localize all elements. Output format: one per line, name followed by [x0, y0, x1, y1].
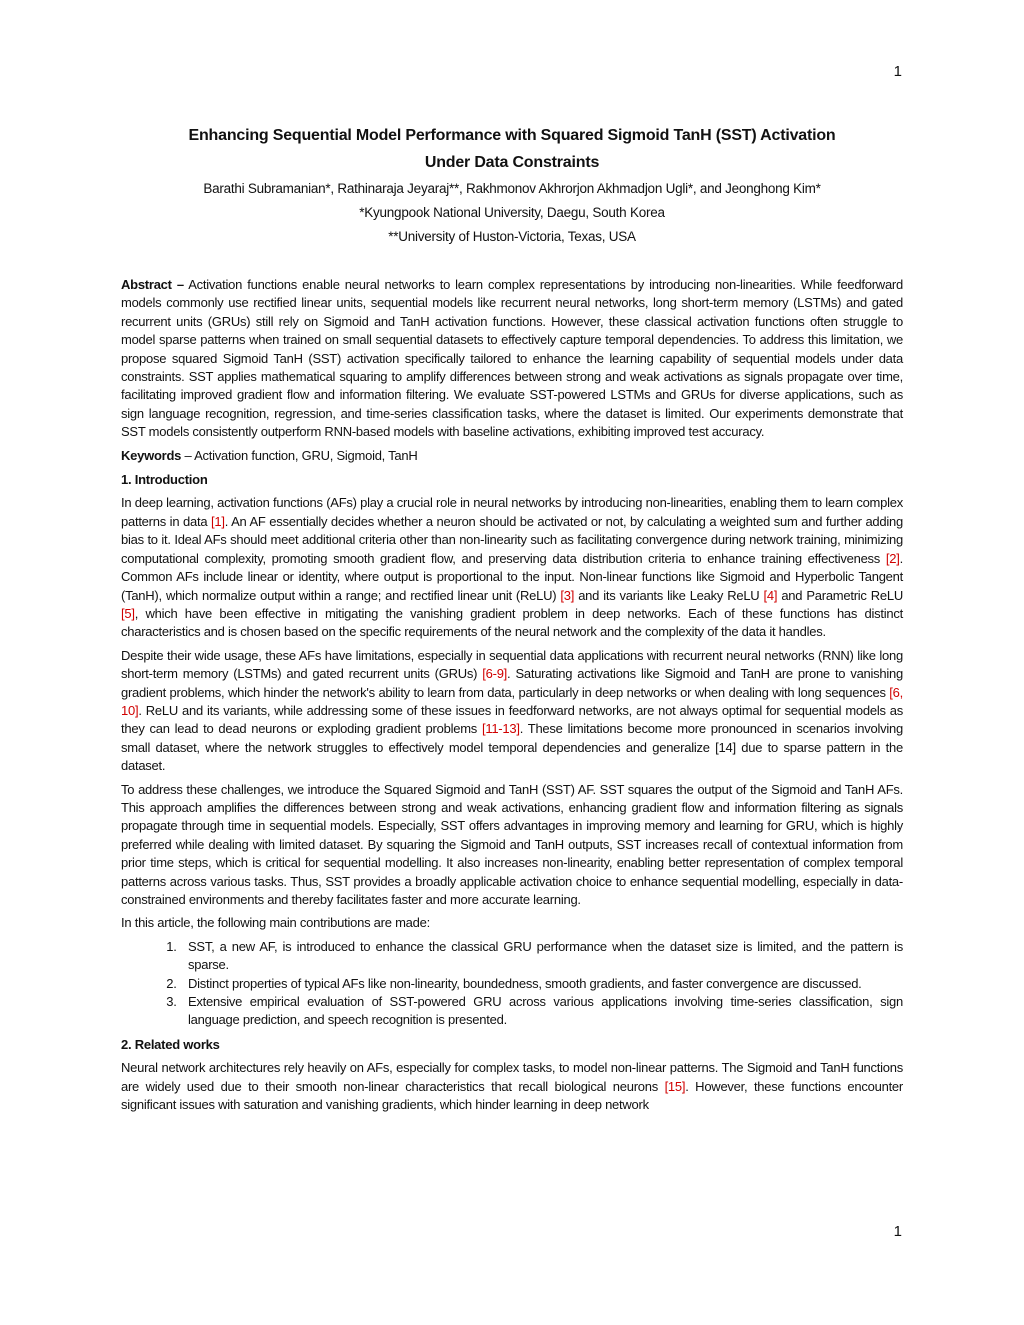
paragraph — [121, 1059, 903, 1114]
citation-link[interactable]: [6-9] — [482, 666, 508, 682]
citation-link[interactable]: [4] — [763, 587, 778, 603]
affiliation-2: **University of Huston-Victoria, Texas, USA — [388, 229, 636, 244]
keywords-label: Keywords — [121, 447, 182, 463]
paragraph-text: . Common AFs include linear or identity, where output is proportional to the input. Non-linear functions like Sigmoid and Hyperbolic Tangent (TanH), which normalize output within a range; and rectified linear unit (ReLU) — [121, 550, 903, 603]
paragraph-text: Neural network architectures rely heavily on AFs, especially for complex tasks, to model non-linear patterns. The Sigmoid and TanH functions are widely used due to their smooth non-linear characteristics that recall biological neurons — [121, 1060, 903, 1094]
paragraph-text: . An AF essentially decides whether a neuron should be activated or not, by calculating a weighted sum and further adding bias to it. Ideal AFs should meet additional criteria other than non-linearity such as facilitating convergence during network training, minimizing computational complexity, promoting smooth gradient flow, and preserving data distribution criteria to enhance training effectiveness — [121, 513, 903, 566]
title-line-1: Enhancing Sequential Model Performance with Squared Sigmoid TanH (SST) Activation — [188, 127, 836, 144]
page-number-bottom: 1 — [893, 1223, 902, 1240]
citation-link[interactable]: [3] — [560, 587, 575, 603]
paragraph-text: In deep learning, activation functions (AFs) play a crucial role in neural networks by introducing non-linearities, enabling them to learn complex patterns in data — [121, 495, 903, 529]
paper-title — [121, 122, 903, 176]
paragraph — [121, 647, 903, 776]
authors: Barathi Subramanian*, Rathinaraja Jeyaraj**, Rakhmonov Akhrorjon Akhmadjon Ugli*, and Jeonghong Kim* — [203, 181, 821, 196]
title-line-2: Under Data Constraints — [424, 154, 600, 171]
paragraph-text: . ReLU and its variants, while addressing some of these issues in feedforward networks, are not always optimal for sequential models as they can lead to dead neurons or exploding gradient problems — [121, 702, 903, 737]
citation-link[interactable]: [11-13] — [481, 721, 520, 737]
contribution-item: 2. Distinct properties of typical AFs like non-linearity, boundedness, smooth gradients, and faster convergence are discussed. — [180, 975, 903, 993]
contribution-item: 3. Extensive empirical evaluation of SST-powered GRU across various applications involving time-series classification, sign language prediction, and speech recognition is presented. — [180, 993, 903, 1030]
paragraph-text: Despite their wide usage, these AFs have limitations, especially in sequential data applications with recurrent neural networks (RNN) like long short-term memory (LSTMs) and gated recurrent units (GRUs) — [121, 647, 903, 682]
section-1-body — [121, 494, 903, 932]
keywords — [121, 447, 903, 465]
citation-link[interactable]: [1] — [211, 513, 225, 529]
contribution-item: 1. SST, a new AF, is introduced to enhance the classical GRU performance when the dataset size is limited, and the pattern is sparse. — [180, 938, 903, 975]
section-2-heading: 2. Related works — [121, 1036, 220, 1052]
paragraph-text: and its variants like Leaky ReLU — [574, 587, 764, 603]
section-1-heading: 1. Introduction — [121, 472, 208, 488]
paragraph-text: . Saturating activations like Sigmoid and TanH are prone to vanishing gradient problems, which hinder the network's ability to learn from data, particularly in deep networks or when dealing with long sequences — [121, 666, 904, 700]
abstract-text: Activation functions enable neural networks to learn complex representations by introducing non-linearities. While feedforward models commonly use rectified linear units, sequential models like recurrent neural networks, long short-term memory (LSTMs) and gated recurrent units (GRUs) still rely on Sigmoid and TanH activation functions. However, these classical activation functions often struggle to model sparse patterns when trained on small sequential datasets to effectively capture temporal dependencies. To address this limitation, we propose squared Sigmoid TanH (SST) activation specifically tailored to enhance the learning capability of sequential models under data constraints. SST applies mathematical squaring to amplify differences between strong and weak activations as signals propagate over time, facilitating improved gradient flow and information filtering. We evaluate SST-powered LSTMs and GRUs for diverse applications, such as sign language recognition, regression, and time-series classification tasks, where the dataset is limited. Our experiments demonstrate that SST models consistently outperform RNN-based models with baseline activations, exhibiting improved test accuracy. — [121, 277, 903, 440]
page-number-top: 1 — [893, 63, 902, 80]
paragraph-text: . These limitations become more pronounced in scenarios involving small dataset, where the network struggles to effectively model temporal dependencies and generalize [14] due to sparse pattern in the dataset. — [121, 721, 903, 774]
paper-body — [121, 122, 903, 1119]
keywords-text: – Activation function, GRU, Sigmoid, TanH — [181, 447, 418, 463]
abstract-label: Abstract – — [121, 277, 184, 292]
contributions-list — [121, 938, 903, 1030]
citation-link[interactable]: [15] — [664, 1078, 686, 1094]
paragraph-text: To address these challenges, we introduce the Squared Sigmoid and TanH (SST) AF. SST squares the output of the Sigmoid and TanH AFs. This approach amplifies the differences between strong and weak activations, enhancing gradient flow and information filtering as signals propagate through time in sequential models. Especially, SST offers advantages in improving memory and learning for GRU, which is highly preferred while dealing with limited dataset. By squaring the Sigmoid and TanH outputs, SST increases recall of contextual information from prior time steps, which is critical for sequential modelling. It also increases non-linearity, enabling better representation of complex temporal patterns across various tasks. Thus, SST provides a broadly applicable activation choice to enhance sequential modelling, especially in data-constrained environments and thereby facilitates faster and more accurate learning. — [121, 781, 903, 907]
abstract — [121, 276, 903, 442]
citation-link[interactable]: [6, 10] — [121, 684, 903, 718]
paragraph — [121, 781, 903, 910]
paragraph — [121, 914, 903, 932]
paragraph — [121, 494, 903, 641]
paragraph-text: and Parametric ReLU — [777, 587, 903, 603]
affiliation-1: *Kyungpook National University, Daegu, South Korea — [359, 205, 665, 220]
section-2-body — [121, 1059, 903, 1114]
citation-link[interactable]: [5] — [121, 605, 135, 621]
paragraph-text: In this article, the following main contributions are made: — [121, 915, 430, 931]
citation-link[interactable]: [2] — [885, 550, 900, 566]
paragraph-text: , which have been effective in mitigating the vanishing gradient problem in deep networks. Each of these functions has distinct characteristics and is chosen based on the specific requirements of the neural network and the complexity of the data it handles. — [121, 605, 903, 640]
paragraph-text: . However, these functions encounter significant issues with saturation and vanishing gradients, which hinder learning in deep network — [121, 1078, 903, 1113]
